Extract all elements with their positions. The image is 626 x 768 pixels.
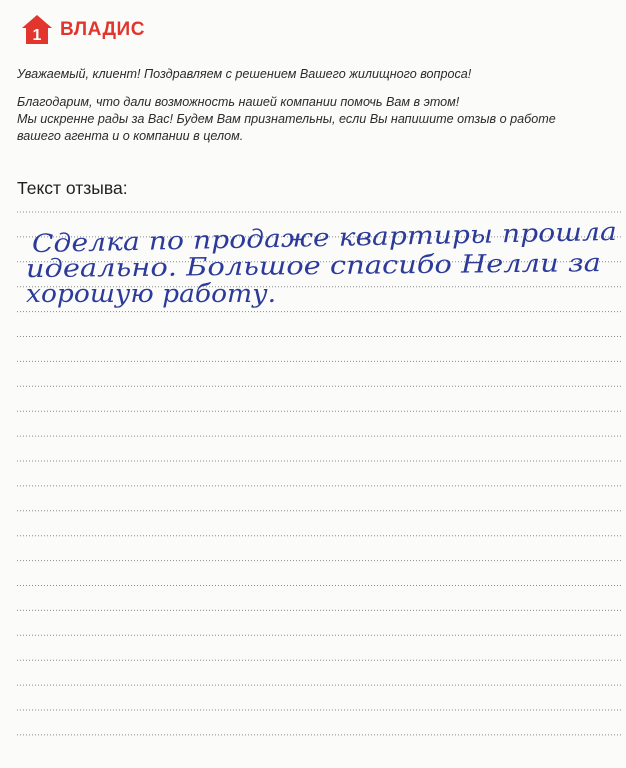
- handwritten-line-2: идеально. Большое спасибо Нелли за: [25, 248, 524, 284]
- header: [20, 12, 145, 48]
- handwritten-line-1: Сделка по продаже квартиры прошла: [31, 218, 550, 259]
- intro-line-2: Мы искренне рады за Вас! Будем Вам признательны, если Вы напишите отзыв о работе: [17, 112, 556, 126]
- handwritten-review: [24, 208, 624, 313]
- house-logo-icon: [20, 13, 54, 47]
- handwritten-line-3: хорошую работу.: [26, 279, 276, 308]
- intro-line-1: Благодарим, что дали возможность нашей компании помочь Вам в этом!: [17, 95, 460, 109]
- review-heading: Текст отзыва:: [17, 178, 128, 198]
- greeting-line: Уважаемый, клиент! Поздравляем с решением Вашего жилищного вопроса!: [17, 67, 472, 81]
- intro-text: [17, 66, 617, 145]
- intro-line-3: вашего агента и о компании в целом.: [17, 129, 244, 143]
- logo-mark-number: 1: [32, 27, 42, 44]
- brand-name: ВЛАДИС: [60, 19, 145, 40]
